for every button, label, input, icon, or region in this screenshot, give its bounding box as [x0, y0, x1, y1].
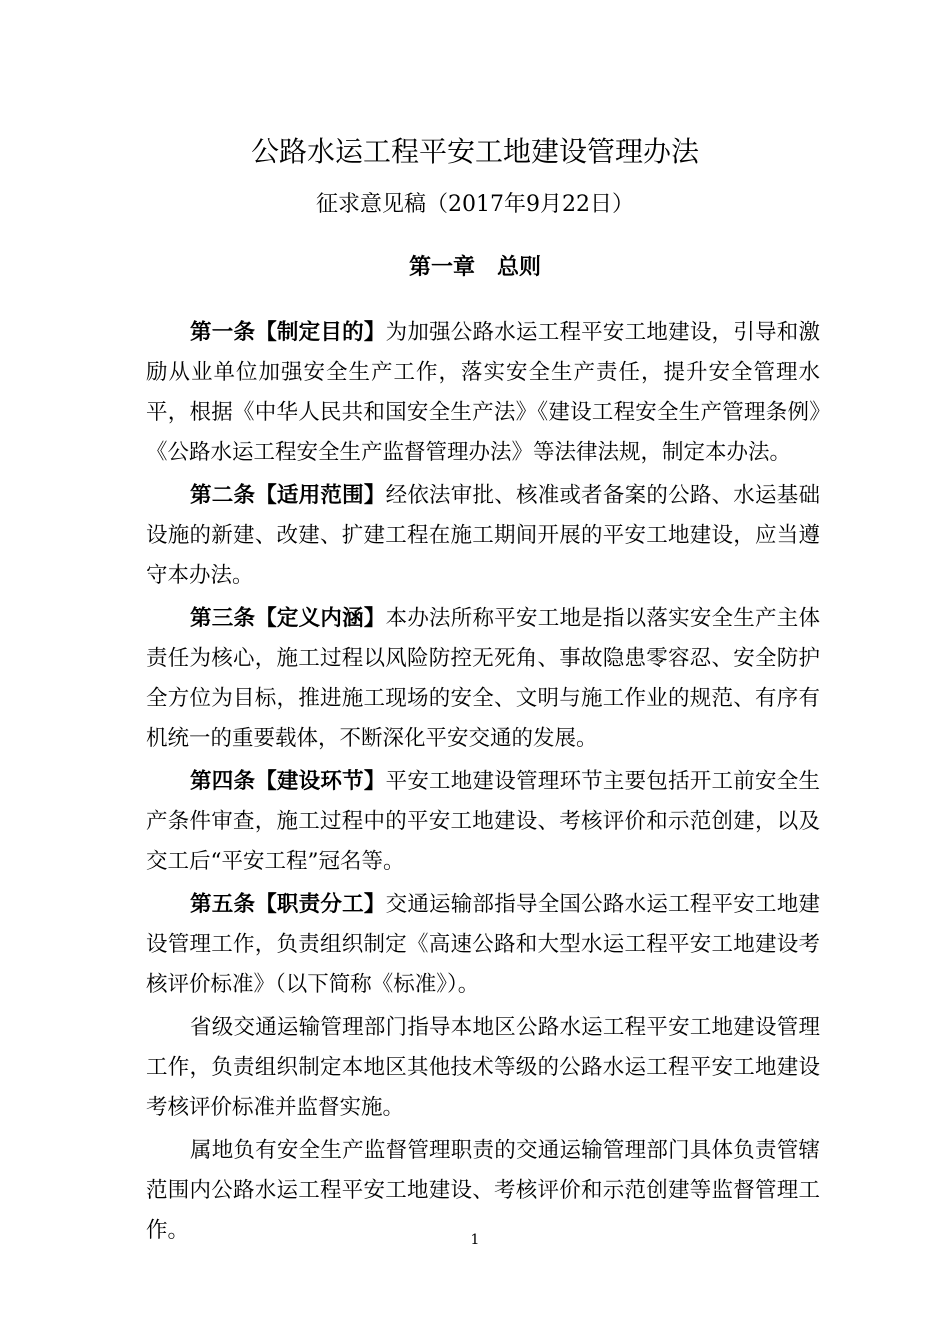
document-subtitle: 征求意见稿（2017年9月22日）: [316, 192, 634, 217]
page-number: 1: [470, 1232, 480, 1248]
paragraph-local: 属地负有安全生产监督管理职责的交通运输管理部门具体负责管辖范围内公路水运工程平安工地建设、考核评价和示范创建等监督管理工作。: [146, 1138, 820, 1243]
document-title: 公路水运工程平安工地建设管理办法: [250, 135, 699, 168]
article-text: 为加强公路水运工程平安工地建设，引导和激励从业单位加强安全生产工作，落实安全生产责任，提升安全管理水平，根据《中华人民共和国安全生产法》《建设工程安全生产管理条例》《公路水运工程安全生产监督管理办法》等法律法规，制定本办法。: [146, 320, 820, 465]
article-3: [146, 599, 820, 759]
article-heading: 第五条【职责分工】: [190, 892, 386, 917]
article-heading: 第一条【制定目的】: [190, 320, 386, 345]
article-4: [146, 762, 820, 882]
article-2: [146, 476, 820, 596]
article-heading: 第二条【适用范围】: [190, 483, 386, 508]
document-body: [146, 313, 820, 1254]
article-text: 本办法所称平安工地是指以落实安全生产主体责任为核心，施工过程以风险防控无死角、事故隐患零容忍、安全防护全方位为目标，推进施工现场的安全、文明与施工作业的规范、有序有机统一的重要载体，不断深化平安交通的发展。: [146, 606, 820, 751]
article-text: 经依法审批、核准或者备案的公路、水运基础设施的新建、改建、扩建工程在施工期间开展的平安工地建设，应当遵守本办法。: [146, 483, 820, 588]
article-1: [146, 313, 820, 473]
article-heading: 第三条【定义内涵】: [190, 606, 386, 631]
article-text: 平安工地建设管理环节主要包括开工前安全生产条件审查，施工过程中的平安工地建设、考核评价和示范创建，以及交工后“平安工程”冠名等。: [146, 769, 820, 874]
article-5: [146, 885, 820, 1005]
article-text: 交通运输部指导全国公路水运工程平安工地建设管理工作，负责组织制定《高速公路和大型水运工程平安工地建设考核评价标准》（以下简称《标准》）。: [146, 892, 820, 997]
article-heading: 第四条【建设环节】: [190, 769, 386, 794]
paragraph-provincial: 省级交通运输管理部门指导本地区公路水运工程平安工地建设管理工作，负责组织制定本地区其他技术等级的公路水运工程平安工地建设考核评价标准并监督实施。: [146, 1015, 820, 1120]
chapter-heading: 第一章 总则: [408, 255, 541, 280]
